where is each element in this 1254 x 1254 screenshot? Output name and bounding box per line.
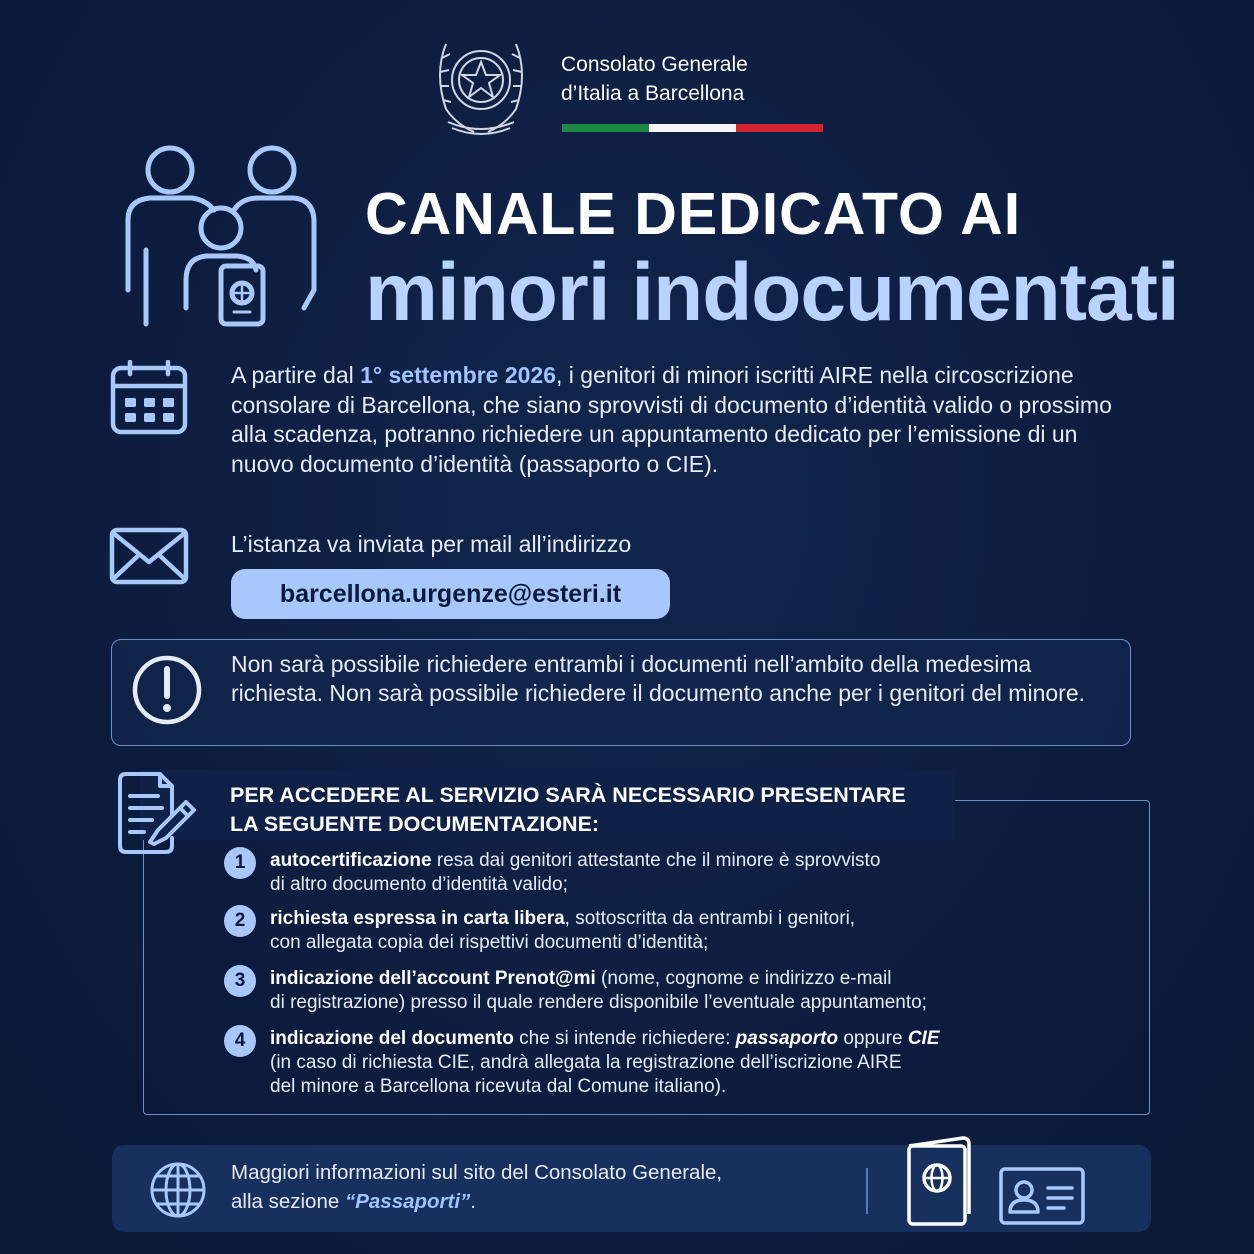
step-text: richiesta espressa in carta libera, sottoscritta da entrambi i genitori, con allegata copia dei rispettivi documenti d’identità; [270,908,856,953]
email-label: L’istanza va inviata per mail all’indirizzo [231,531,632,557]
option-passport: passaporto [735,1028,839,1049]
step-number: 3 [224,965,256,997]
passport-icon [905,1134,973,1228]
step-text: indicazione del documento che si intende richiedere: passaporto oppure CIE (in caso di richiesta CIE, andrà allegata la registrazione dell’iscrizione AIRE del minore a Barcellona ricevuta dal Comune italiano). [270,1028,940,1097]
step-bold: richiesta espressa in carta libera [270,908,565,929]
title-line1: CANALE DEDICATO AI [365,181,1022,247]
family-icon [118,140,328,336]
step-number: 2 [224,905,256,937]
consulate-name [561,50,748,108]
step-bold: autocertificazione [270,850,432,871]
footer-divider [866,1168,868,1214]
id-card-icon [998,1166,1086,1226]
step-text: indicazione dell’account Prenot@mi (nome, cognome e indirizzo e-mail di registrazione) presso il quale rendere disponibile l’eventuale appuntamento; [270,968,927,1013]
title-line2: minori indocumentati [365,247,1179,338]
warning-text: Non sarà possibile richiedere entrambi i documenti nell’ambito della medesima richiesta. Non sarà possibile richiedere il documento anche per i genitori del minore. [231,651,1085,706]
italian-republic-emblem-icon [428,24,534,142]
footer-line1: Maggiori informazioni sul sito del Consolato Generale, [231,1161,723,1184]
flag-red [736,124,823,132]
step-number: 4 [224,1025,256,1057]
documentation-heading [230,781,970,839]
globe-icon [148,1160,208,1220]
passaporti-link[interactable]: “Passaporti” [344,1189,471,1213]
exclamation-icon [130,653,204,727]
step-bold: indicazione dell’account Prenot@mi [270,968,596,989]
email-address-link[interactable]: barcellona.urgenze@esteri.it [231,569,670,619]
italian-flag-bar [562,124,823,132]
footer-text [231,1159,722,1216]
intro-paragraph [231,361,1131,479]
intro-suffix: , i genitori di minori iscritti AIRE nella circoscrizione consolare di Barcellona, che siano sprovvisti di documento d’identità valido o prossimo alla scadenza, potranno richiedere un appuntamento dedicato per l’emissione di un nuovo documento d’identità (passaporto o CIE). [231,362,1112,477]
mail-icon [108,526,190,586]
documentation-heading-line2: LA SEGUENTE DOCUMENTAZIONE: [230,812,600,836]
consulate-line1: Consolato Generale [561,53,748,76]
consulate-line2: d’Italia a Barcellona [561,82,745,105]
step-text: autocertificazione resa dai genitori attestante che il minore è sprovvisto di altro documento d’identità valido; [270,850,881,895]
intro-date: 1° settembre 2026 [360,362,557,388]
option-cie: CIE [907,1028,940,1049]
intro-prefix: A partire dal [231,362,361,388]
step-bold: indicazione del documento [270,1028,514,1049]
calendar-icon [108,360,190,436]
footer-line2: alla sezione “Passaporti”. [231,1189,476,1213]
documentation-heading-line1: PER ACCEDERE AL SERVIZIO SARÀ NECESSARIO PRESENTARE [230,783,906,807]
step-number: 1 [224,847,256,879]
flag-white [649,124,736,132]
flag-green [562,124,649,132]
document-pen-icon [112,770,196,858]
